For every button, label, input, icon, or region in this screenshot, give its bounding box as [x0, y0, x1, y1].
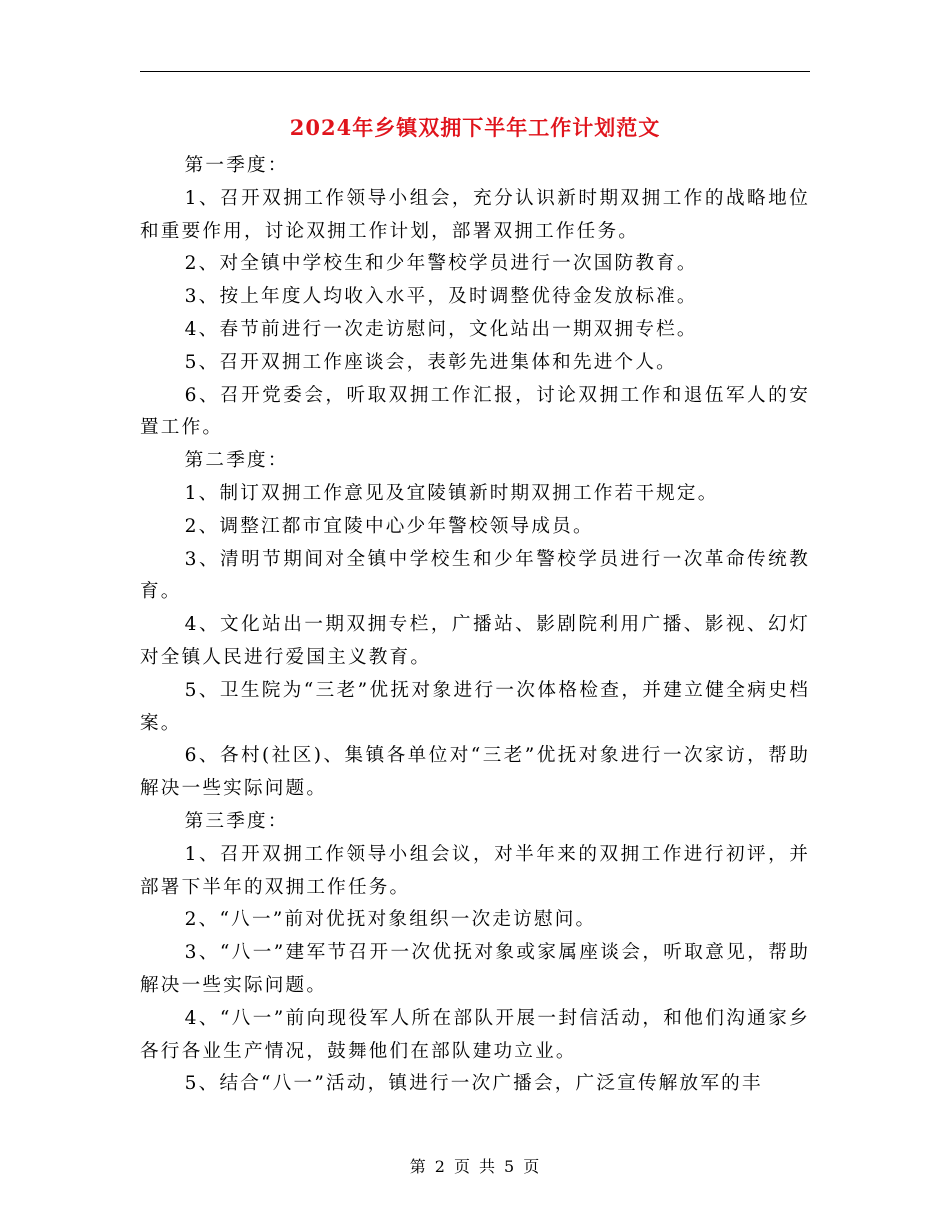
paragraph: 第二季度：	[184, 450, 289, 472]
paragraph: 1、召开双拥工作领导小组会议，对半年来的双拥工作进行初评，并部署下半年的双拥工作任务。	[140, 843, 810, 898]
footer-current-page: 2	[434, 1157, 446, 1176]
footer-page-word: 页	[453, 1157, 471, 1176]
paragraph: 1、制订双拥工作意见及宜陵镇新时期双拥工作若干规定。	[184, 482, 719, 504]
header-rule	[140, 71, 810, 72]
footer-total-prefix: 共	[479, 1157, 497, 1176]
paragraph: 第三季度：	[184, 810, 289, 832]
document-body	[140, 150, 810, 1101]
paragraph: 4、“八一”前向现役军人所在部队开展一封信活动，和他们沟通家乡各行各业生产情况，鼓舞他们在部队建功立业。	[140, 1007, 810, 1062]
document-title: 2024年乡镇双拥下半年工作计划范文	[289, 115, 661, 140]
footer-suffix: 页	[523, 1157, 541, 1176]
paragraph: 第一季度：	[184, 155, 289, 176]
paragraph: 4、春节前进行一次走访慰问，文化站出一期双拥专栏。	[184, 318, 698, 340]
paragraph: 2、调整江都市宜陵中心少年警校领导成员。	[184, 515, 594, 537]
paragraph: 2、对全镇中学校生和少年警校学员进行一次国防教育。	[184, 253, 698, 275]
footer-total-pages: 5	[504, 1157, 516, 1176]
paragraph: 1、召开双拥工作领导小组会，充分认识新时期双拥工作的战略地位和重要作用，讨论双拥工作计划，部署双拥工作任务。	[140, 187, 810, 242]
paragraph: 6、各村(社区)、集镇各单位对“三老”优抚对象进行一次家访，帮助解决一些实际问题。	[140, 745, 810, 800]
paragraph: 2、“八一”前对优抚对象组织一次走访慰问。	[184, 909, 597, 931]
paragraph: 3、“八一”建军节召开一次优抚对象或家属座谈会，听取意见，帮助解决一些实际问题。	[140, 942, 810, 996]
paragraph: 5、卫生院为“三老”优抚对象进行一次体格检查，并建立健全病史档案。	[140, 679, 810, 734]
paragraph: 5、召开双拥工作座谈会，表彰先进集体和先进个人。	[184, 351, 677, 373]
paragraph: 4、文化站出一期双拥专栏，广播站、影剧院利用广播、影视、幻灯对全镇人民进行爱国主义教育。	[140, 614, 810, 668]
footer-prefix: 第	[409, 1157, 427, 1176]
page-footer	[0, 1154, 950, 1177]
paragraph: 3、清明节期间对全镇中学校生和少年警校学员进行一次革命传统教育。	[140, 548, 810, 603]
paragraph: 5、结合“八一”活动，镇进行一次广播会，广泛宣传解放军的丰	[184, 1073, 763, 1095]
paragraph: 3、按上年度人均收入水平，及时调整优待金发放标准。	[184, 286, 698, 308]
paragraph: 6、召开党委会，听取双拥工作汇报，讨论双拥工作和退伍军人的安置工作。	[140, 384, 810, 439]
